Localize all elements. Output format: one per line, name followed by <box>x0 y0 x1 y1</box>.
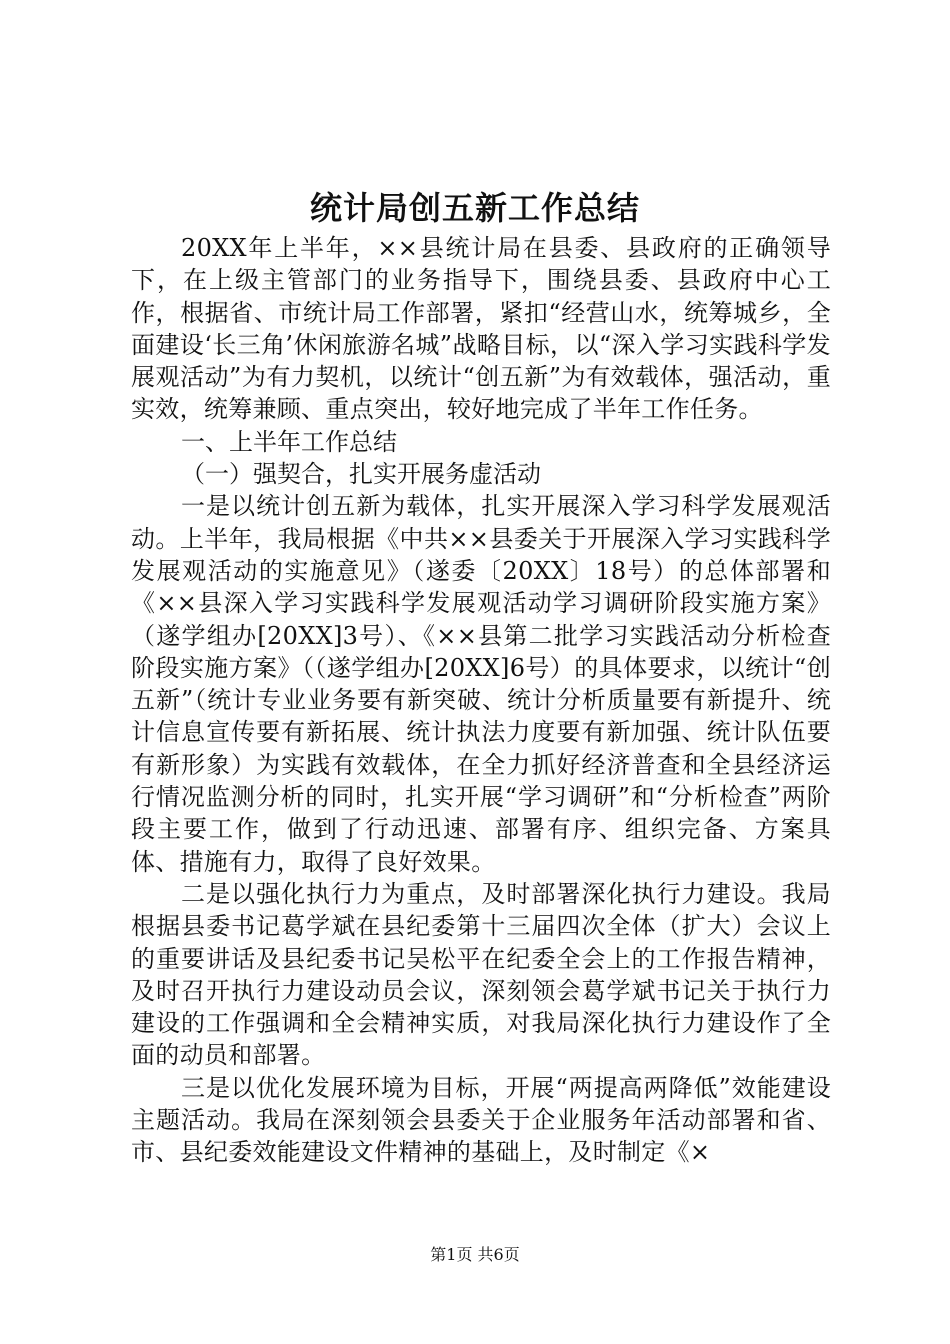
paragraph-item-3: 三是以优化发展环境为目标，开展“两提高两降低”效能建设主题活动。我局在深刻领会县委关于企业服务年活动部署和省、市、县纪委效能建设文件精神的基础上，及时制定《× <box>131 1073 831 1167</box>
intro-paragraph: 20XX年上半年，××县统计局在县委、县政府的正确领导下，在上级主管部门的业务指导下，围绕县委、县政府中心工作，根据省、市统计局工作部署，紧扣“经营山水，统筹城乡，全面建设‘长三角’休闲旅游名城”战略目标，以“深入学习实践科学发展观活动”为有力契机，以统计“创五新”为有效载体，强活动，重实效，统筹兼顾、重点突出，较好地完成了半年工作任务。 <box>131 234 831 424</box>
paragraph-item-1: 一是以统计创五新为载体，扎实开展深入学习科学发展观活动。上半年，我局根据《中共××县委关于开展深入学习实践科学发展观活动的实施意见》（遂委〔20XX〕18号）的总体部署和《××县深入学习实践科学发展观活动学习调研阶段实施方案》（遂学组办[20XX]3号）、《××县第二批学习实践活动分析检查阶段实施方案》（（遂学组办[20XX]6号）的具体要求，以统计“创五新”（统计专业业务要有新突破、统计分析质量要有新提升、统计信息宣传要有新拓展、统计执法力度要有新加强、统计队伍要有新形象）为实践有效载体，在全力抓好经济普查和全县经济运行情况监测分析的同时，扎实开展“学习调研”和“分析检查”两阶段主要工作，做到了行动迅速、部署有序、组织完备、方案具体、措施有力，取得了良好效果。 <box>131 492 831 876</box>
page-footer: 第1页 共6页 <box>430 1245 520 1264</box>
document-body <box>131 232 831 1169</box>
subsection-heading: （一）强契合，扎实开展务虚活动 <box>181 460 541 489</box>
document-title: 统计局创五新工作总结 <box>309 189 640 227</box>
section-heading: 一、上半年工作总结 <box>181 427 397 456</box>
paragraph-item-2: 二是以强化执行力为重点，及时部署深化执行力建设。我局根据县委书记葛学斌在县纪委第十三届四次全体（扩大）会议上的重要讲话及县纪委书记吴松平在纪委全会上的工作报告精神，及时召开执行力建设动员会议，深刻领会葛学斌书记关于执行力建设的工作强调和全会精神实质，对我局深化执行力建设作了全面的动员和部署。 <box>131 879 831 1070</box>
